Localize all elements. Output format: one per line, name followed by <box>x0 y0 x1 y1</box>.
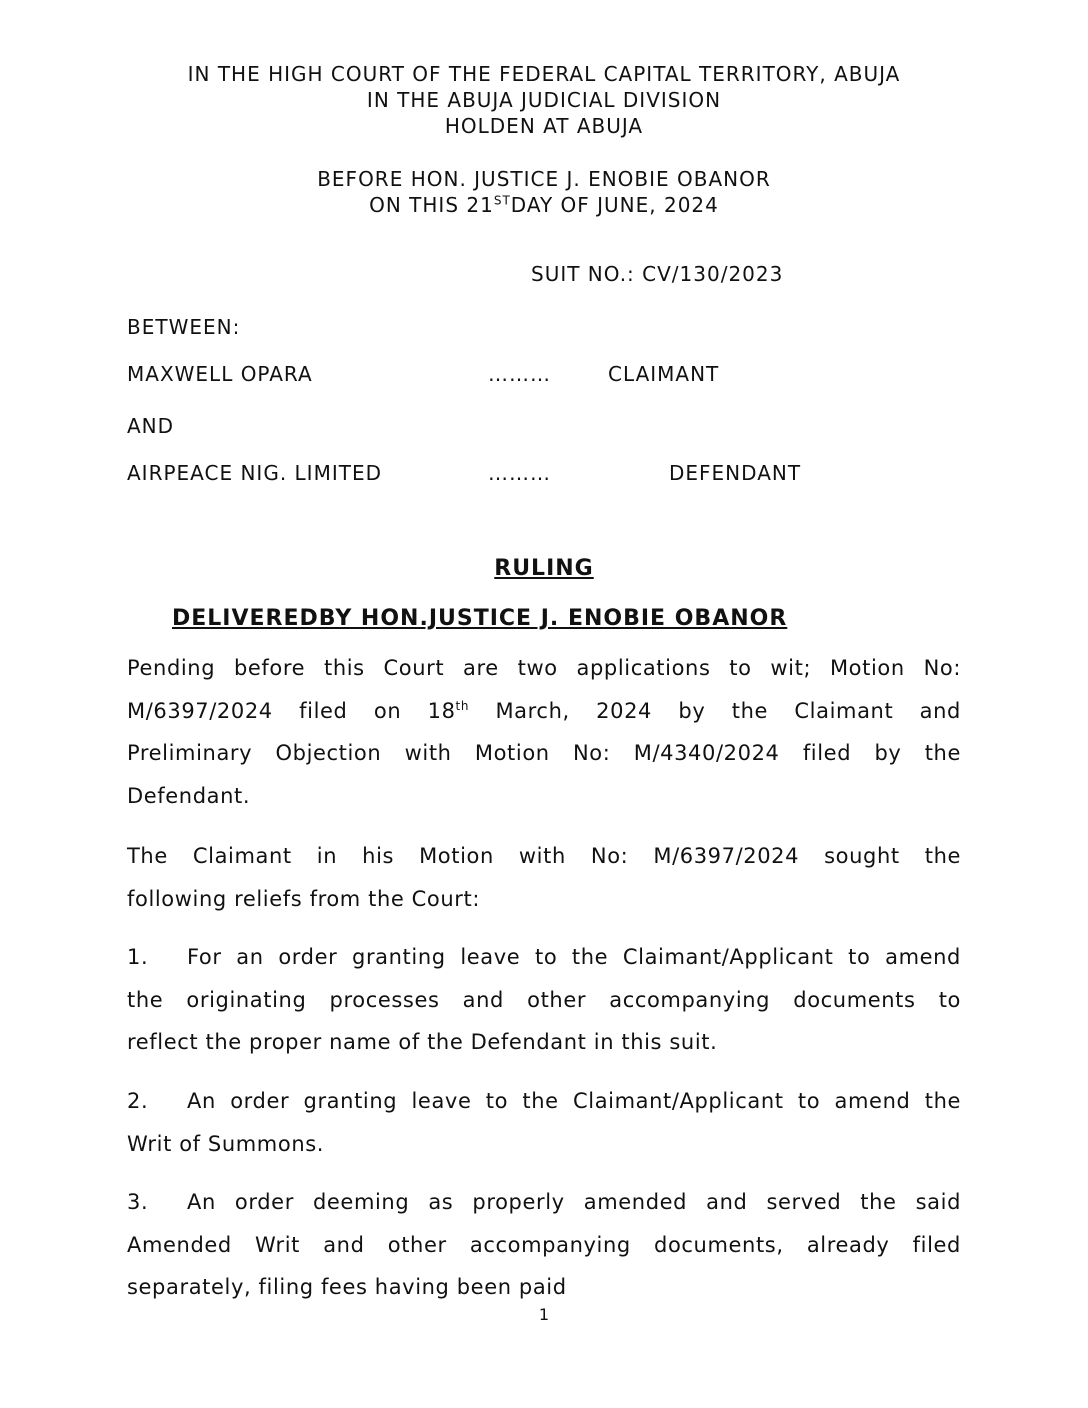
ruling-date <box>0 192 1088 218</box>
paragraph-1 <box>127 647 961 817</box>
item-number: 1. <box>127 945 149 969</box>
claimant-name: MAXWELL OPARA <box>127 362 313 386</box>
before-justice: BEFORE HON. JUSTICE J. ENOBIE OBANOR <box>317 167 771 191</box>
paragraph-2 <box>127 835 961 920</box>
judicial-division: IN THE ABUJA JUDICIAL DIVISION <box>366 88 722 112</box>
paragraph-line: following reliefs from the Court: <box>127 886 481 911</box>
defendant-role: DEFENDANT <box>669 461 802 485</box>
line-text: An order granting leave to the Claimant/Applicant to amend the <box>187 1089 961 1113</box>
court-name: IN THE HIGH COURT OF THE FEDERAL CAPITAL TERRITORY, ABUJA <box>187 62 901 86</box>
paragraph-line: Pending before this Court are two applications to wit; Motion No: <box>127 656 961 680</box>
suit-number: SUIT NO.: CV/130/2023 <box>531 262 784 286</box>
line-text: M/6397/2024 filed on 18 <box>127 698 456 723</box>
paragraph-line: Amended Writ and other accompanying documents, already filed <box>127 1232 961 1257</box>
and-label: AND <box>127 414 175 438</box>
relief-item-1 <box>127 936 961 1064</box>
paragraph-line: reflect the proper name of the Defendant in this suit. <box>127 1030 718 1054</box>
line-text: March, 2024 by the Claimant and <box>469 698 961 723</box>
paragraph-line <box>127 936 961 979</box>
between-label: BETWEEN: <box>127 315 241 339</box>
paragraph-line: Defendant. <box>127 783 251 808</box>
delivered-by: DELIVEREDBY HON.JUSTICE J. ENOBIE OBANOR <box>172 606 788 631</box>
item-number: 3. <box>127 1190 149 1214</box>
defendant-name: AIRPEACE NIG. LIMITED <box>127 461 382 485</box>
paragraph-line: Writ of Summons. <box>127 1131 325 1156</box>
claimant-dots: ……… <box>488 362 551 386</box>
claimant-role: CLAIMANT <box>608 362 720 386</box>
superscript-th: th <box>455 698 470 713</box>
line-text: For an order granting leave to the Claimant/Applicant to amend <box>187 945 961 969</box>
holden-at: HOLDEN AT ABUJA <box>444 114 644 138</box>
paragraph-line: Preliminary Objection with Motion No: M/4340/2024 filed by the <box>127 741 961 765</box>
paragraph-line: the originating processes and other accompanying documents to <box>127 987 961 1012</box>
relief-item-3 <box>127 1181 961 1309</box>
date-suffix: DAY OF JUNE, 2024 <box>510 193 719 217</box>
item-number: 2. <box>127 1089 149 1113</box>
line-text: An order deeming as properly amended and served the said <box>187 1190 961 1214</box>
date-prefix: ON THIS 21 <box>369 193 494 217</box>
page-number: 1 <box>538 1305 550 1324</box>
paragraph-line: The Claimant in his Motion with No: M/6397/2024 sought the <box>127 844 961 868</box>
ruling-title: RULING <box>494 556 594 581</box>
paragraph-line <box>127 690 961 733</box>
date-superscript: ST <box>493 193 511 208</box>
paragraph-line: separately, filing fees having been paid <box>127 1275 567 1299</box>
relief-item-2 <box>127 1080 961 1165</box>
paragraph-line <box>127 1080 961 1123</box>
defendant-dots: ……… <box>488 461 551 485</box>
paragraph-line <box>127 1181 961 1224</box>
